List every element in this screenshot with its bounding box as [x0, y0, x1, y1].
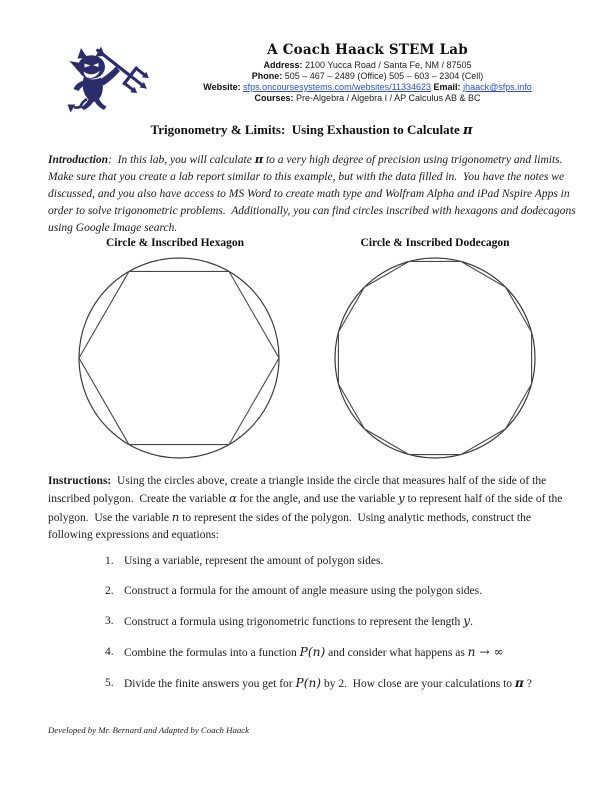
address-label: Address:	[263, 60, 303, 70]
introduction-paragraph	[48, 151, 577, 237]
address-value: 2100 Yucca Road / Santa Fe, NM / 87505	[305, 60, 472, 70]
P-of-n-expression: P(n)	[295, 676, 322, 690]
step-item-4	[105, 644, 583, 662]
courses-line	[150, 93, 585, 104]
step-item-2	[105, 583, 583, 600]
introduction-text: to a very high degree of precision using trigonometry and limits. Make sure that you create a lab report similar to this example, but with the data filled in. You have the notes we discussed, and you also have access to MS Word to create math type and Wolfram Alpha and iPad Nspire Apps in order to solve trigonometric problems. Additionally, you can find circles inscribed with hexagons and dodecagons using Google Image search.	[48, 154, 579, 234]
dodecagon-figure-caption: Circle & Inscribed Dodecagon	[360, 237, 510, 249]
courses-label: Courses:	[254, 93, 294, 103]
hexagon-outline	[79, 271, 279, 444]
step-number: 1.	[105, 555, 114, 567]
instructions-text: for the angle, and use the variable	[236, 493, 399, 506]
instructions-paragraph	[48, 473, 577, 544]
step-number: 5.	[105, 677, 114, 689]
website-email-line	[150, 82, 585, 93]
email-label: Email:	[433, 82, 461, 92]
introduction-label: Introduction	[48, 154, 109, 166]
alpha-symbol: α	[229, 491, 237, 506]
hexagon-figure-caption: Circle & Inscribed Hexagon	[105, 237, 245, 249]
document-title-text: Trigonometry & Limits: Using Exhaustion to Calculate	[150, 122, 463, 137]
y-symbol: y	[463, 614, 471, 628]
step-text: Construct a formula using trigonometric functions to represent the length y.	[124, 614, 473, 628]
step-item-3	[105, 613, 583, 631]
letterhead	[150, 42, 585, 104]
step-item-1	[105, 553, 583, 570]
courses-value: Pre-Algebra / Algebra I / AP Calculus AB & BC	[296, 93, 481, 103]
phone-line	[150, 71, 585, 82]
introduction-text: : In this lab, you will calculate	[108, 154, 255, 166]
n-symbol: n	[171, 509, 180, 524]
y-symbol: y	[398, 491, 405, 506]
instructions-text: Using the circles above, create a triangle inside the circle that measures half of the side of the inscribed polygon. Create the variable	[48, 475, 550, 506]
step-number: 3.	[105, 615, 114, 627]
n-to-infinity-expression: n → ∞	[467, 645, 504, 659]
step-number: 4.	[105, 646, 114, 658]
website-link[interactable]: sfps.oncoursesystems.com/websites/11334623	[243, 82, 432, 92]
phone-label: Phone:	[251, 71, 283, 81]
pi-symbol: π	[514, 676, 524, 690]
dodecagon-outline	[338, 261, 531, 454]
phone-value: 505 – 467 – 2489 (Office) 505 – 603 – 2304 (Cell)	[284, 71, 484, 81]
step-number: 2.	[105, 585, 114, 597]
website-label: Website:	[203, 82, 241, 92]
lab-title: A Coach Haack STEM Lab	[267, 42, 468, 58]
circle-inscribed-dodecagon-figure	[315, 250, 555, 466]
instructions-text: to represent half of the side of the polygon. Use the variable	[48, 493, 566, 524]
address-line	[150, 60, 585, 71]
step-text: Using a variable, represent the amount of polygon sides.	[124, 555, 384, 567]
pi-symbol: π	[462, 123, 473, 138]
devil-mascot-logo	[58, 36, 150, 114]
footer-credit: Developed by Mr. Bernard and Adapted by Coach Haack	[48, 725, 250, 735]
steps-list	[105, 553, 583, 706]
pi-symbol: π	[254, 152, 264, 166]
circle-inscribed-hexagon-figure	[59, 250, 299, 466]
instructions-label: Instructions:	[48, 475, 112, 487]
step-text: Combine the formulas into a function P(n) and consider what happens as n → ∞	[124, 645, 504, 659]
instructions-text: to represent the sides of the polygon. Using analytic methods, construct the following expressions and equations:	[48, 511, 534, 541]
circle-outline	[79, 258, 279, 458]
circle-outline	[335, 258, 535, 458]
document-title	[48, 122, 575, 138]
step-text: Construct a formula for the amount of angle measure using the polygon sides.	[124, 585, 483, 597]
P-of-n-expression: P(n)	[299, 645, 326, 659]
devil-ear	[70, 61, 81, 72]
email-link[interactable]: jhaack@sfps.info	[463, 82, 532, 92]
step-item-5	[105, 675, 583, 693]
devil-leg-right	[94, 96, 107, 110]
step-text: Divide the finite answers you get for P(n) by 2. How close are your calculations to π ?	[124, 676, 532, 690]
